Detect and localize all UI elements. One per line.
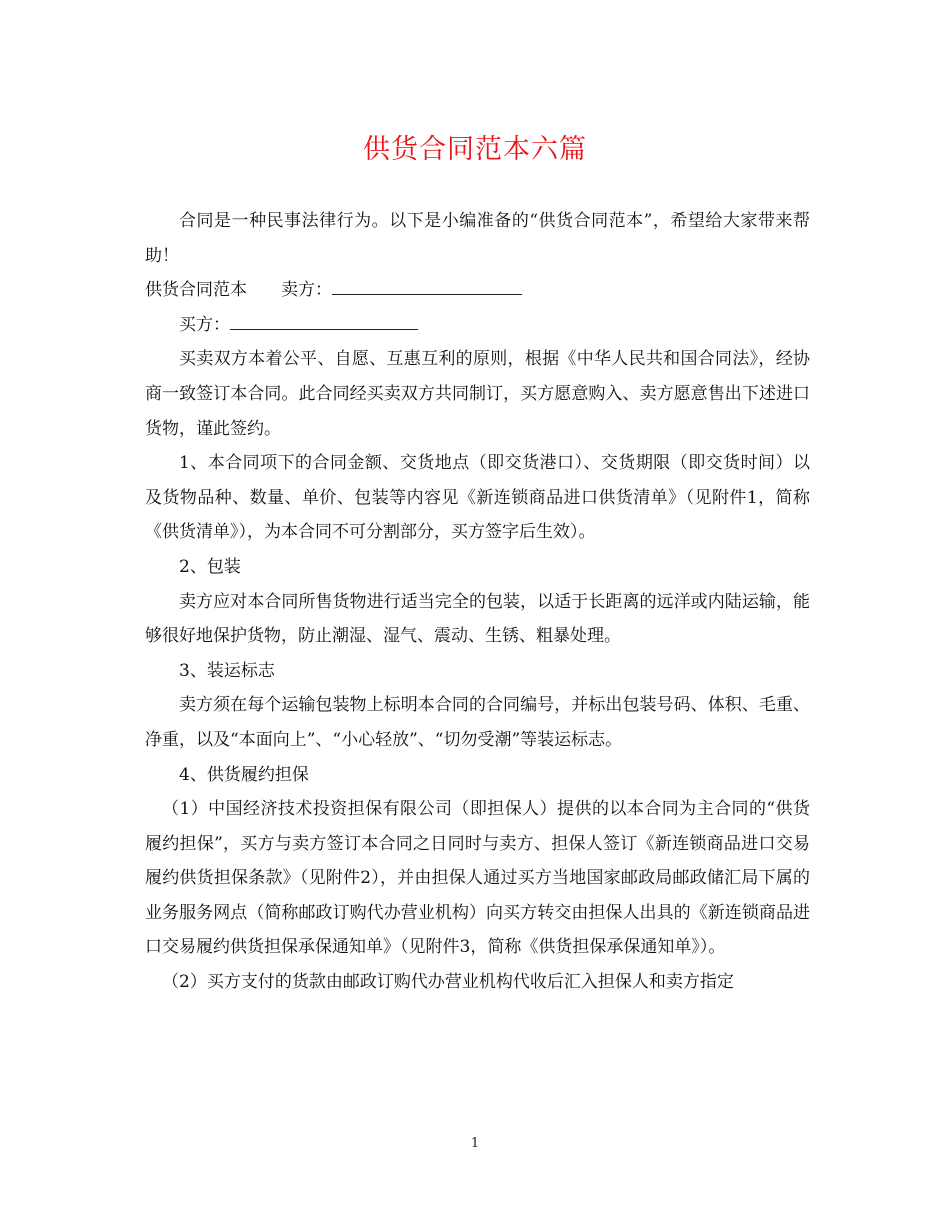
- buyer-label: 买方：: [179, 314, 230, 335]
- document-title: 供货合同范本六篇: [363, 134, 587, 165]
- document-body: [145, 204, 810, 1000]
- heading-packaging: 2、包装: [179, 556, 241, 577]
- intro-paragraph: 合同是一种民事法律行为。以下是小编准备的“供货合同范本”，希望给大家带来帮助！: [145, 211, 810, 266]
- paragraph-packaging: 卖方应对本合同所售货物进行适当完全的包装，以适于长距离的远洋或内陆运输，能够很好地保护货物，防止潮湿、湿气、震动、生锈、粗暴处理。: [145, 591, 810, 647]
- heading-shipping-marks: 3、装运标志: [179, 660, 275, 681]
- buyer-line: [145, 308, 810, 343]
- seller-blank-line: [332, 293, 522, 295]
- paragraph-shipping-marks: 卖方须在每个运输包装物上标明本合同的合同编号，并标出包装号码、体积、毛重、净重，以及“本面向上”、“小心轻放”、“切勿受潮”等装运标志。: [145, 695, 810, 750]
- seller-label: 卖方：: [281, 280, 332, 301]
- seller-line: [145, 273, 810, 308]
- page-number: 1: [470, 1136, 480, 1151]
- paragraph-guarantee-2: （2）买方支付的货款由邮政订购代办营业机构代收后汇入担保人和卖方指定: [162, 972, 734, 993]
- paragraph-principles: 买卖双方本着公平、自愿、互惠互利的原则，根据《中华人民共和国合同法》，经协商一致签订本合同。此合同经买卖双方共同制订，买方愿意购入、卖方愿意售出下述进口货物，谨此签约。: [145, 349, 810, 439]
- heading-label: 供货合同范本: [145, 280, 247, 301]
- buyer-blank-line: [230, 328, 418, 330]
- paragraph-guarantee-1: （1）中国经济技术投资担保有限公司（即担保人）提供的以本合同为主合同的“供货履约担保”，买方与卖方签订本合同之日同时与卖方、担保人签订《新连锁商品进口交易履约供货担保条款》（见附件2），并由担保人通过买方当地国家邮政局邮政储汇局下属的业务服务网点（简称邮政订购代办营业机构）向买方转交由担保人出具的《新连锁商品进口交易履约供货担保承保通知单》（见附件3，简称《供货担保承保通知单》）。: [145, 799, 810, 958]
- paragraph-clause-1: 1、本合同项下的合同金额、交货地点（即交货港口）、交货期限（即交货时间）以及货物品种、数量、单价、包装等内容见《新连锁商品进口供货清单》（见附件1，简称《供货清单》），为本合同不可分割部分，买方签字后生效）。: [145, 453, 810, 543]
- heading-guarantee: 4、供货履约担保: [179, 764, 309, 785]
